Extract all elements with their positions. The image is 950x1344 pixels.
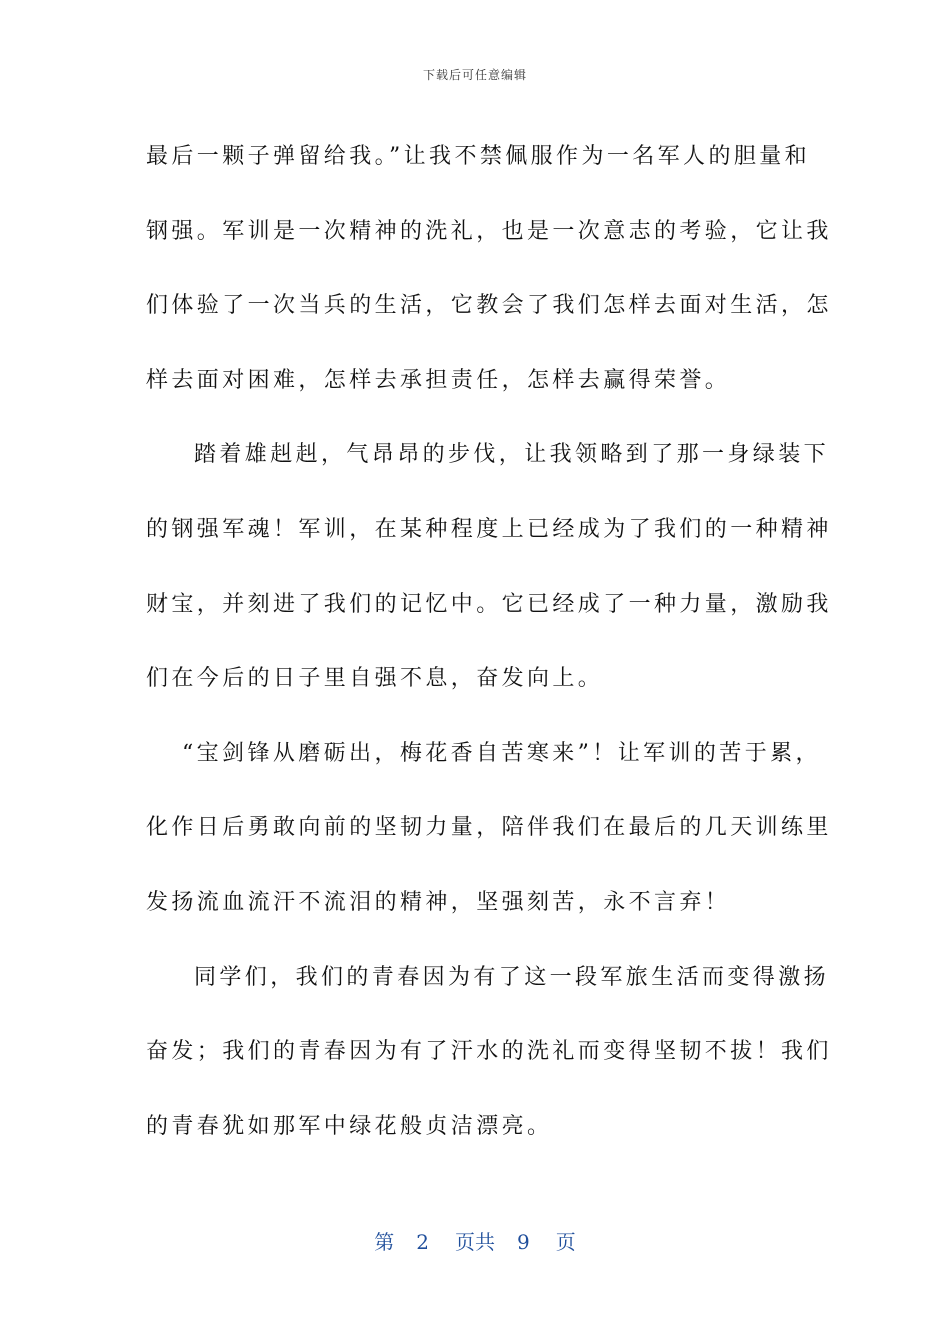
page-label-ye: 页 bbox=[555, 1230, 576, 1254]
text-line: 的青春犹如那军中绿花般贞洁漂亮。 bbox=[146, 1113, 553, 1139]
text-line: 们体验了一次当兵的生活，它教会了我们怎样去面对生活，怎 bbox=[146, 293, 832, 319]
text-line: 样去面对困难，怎样去承担责任，怎样去赢得荣誉。 bbox=[146, 367, 731, 393]
text-line: 的钢强军魂！军训，在某种程度上已经成为了我们的一种精神 bbox=[146, 516, 832, 542]
text-line: 发扬流血流汗不流泪的精神，坚强刻苦，永不言弃！ bbox=[146, 889, 731, 915]
text-line: 钢强。军训是一次精神的洗礼，也是一次意志的考验，它让我 bbox=[146, 218, 832, 244]
page-label-ye-gong: 页共 bbox=[455, 1230, 495, 1254]
text-line: 化作日后勇敢向前的坚韧力量，陪伴我们在最后的几天训练里 bbox=[146, 815, 832, 841]
total-pages-number: 9 bbox=[517, 1230, 530, 1254]
header-note: 下载后可任意编辑 bbox=[422, 68, 527, 82]
page-number-footer bbox=[0, 1226, 950, 1255]
current-page-number: 2 bbox=[416, 1230, 429, 1254]
paragraph-start-line: 踏着雄赳赳，气昂昂的步伐，让我领略到了那一身绿装下 bbox=[194, 442, 830, 468]
page-label-di: 第 bbox=[374, 1230, 395, 1254]
paragraph-start-line: 同学们，我们的青春因为有了这一段军旅生活而变得激扬 bbox=[194, 964, 830, 990]
text-line: 们在今后的日子里自强不息，奋发向上。 bbox=[146, 666, 604, 692]
text-line: 最后一颗子弹留给我。”让我不禁佩服作为一名军人的胆量和 bbox=[146, 144, 811, 169]
document-body bbox=[146, 120, 832, 1164]
text-line: 财宝，并刻进了我们的记忆中。它已经成了一种力量，激励我 bbox=[146, 591, 832, 617]
text-line: 奋发；我们的青春因为有了汗水的洗礼而变得坚韧不拔！我们 bbox=[146, 1039, 832, 1065]
paragraph-start-line: “宝剑锋从磨砺出，梅花香自苦寒来”！让军训的苦于累， bbox=[182, 740, 821, 766]
